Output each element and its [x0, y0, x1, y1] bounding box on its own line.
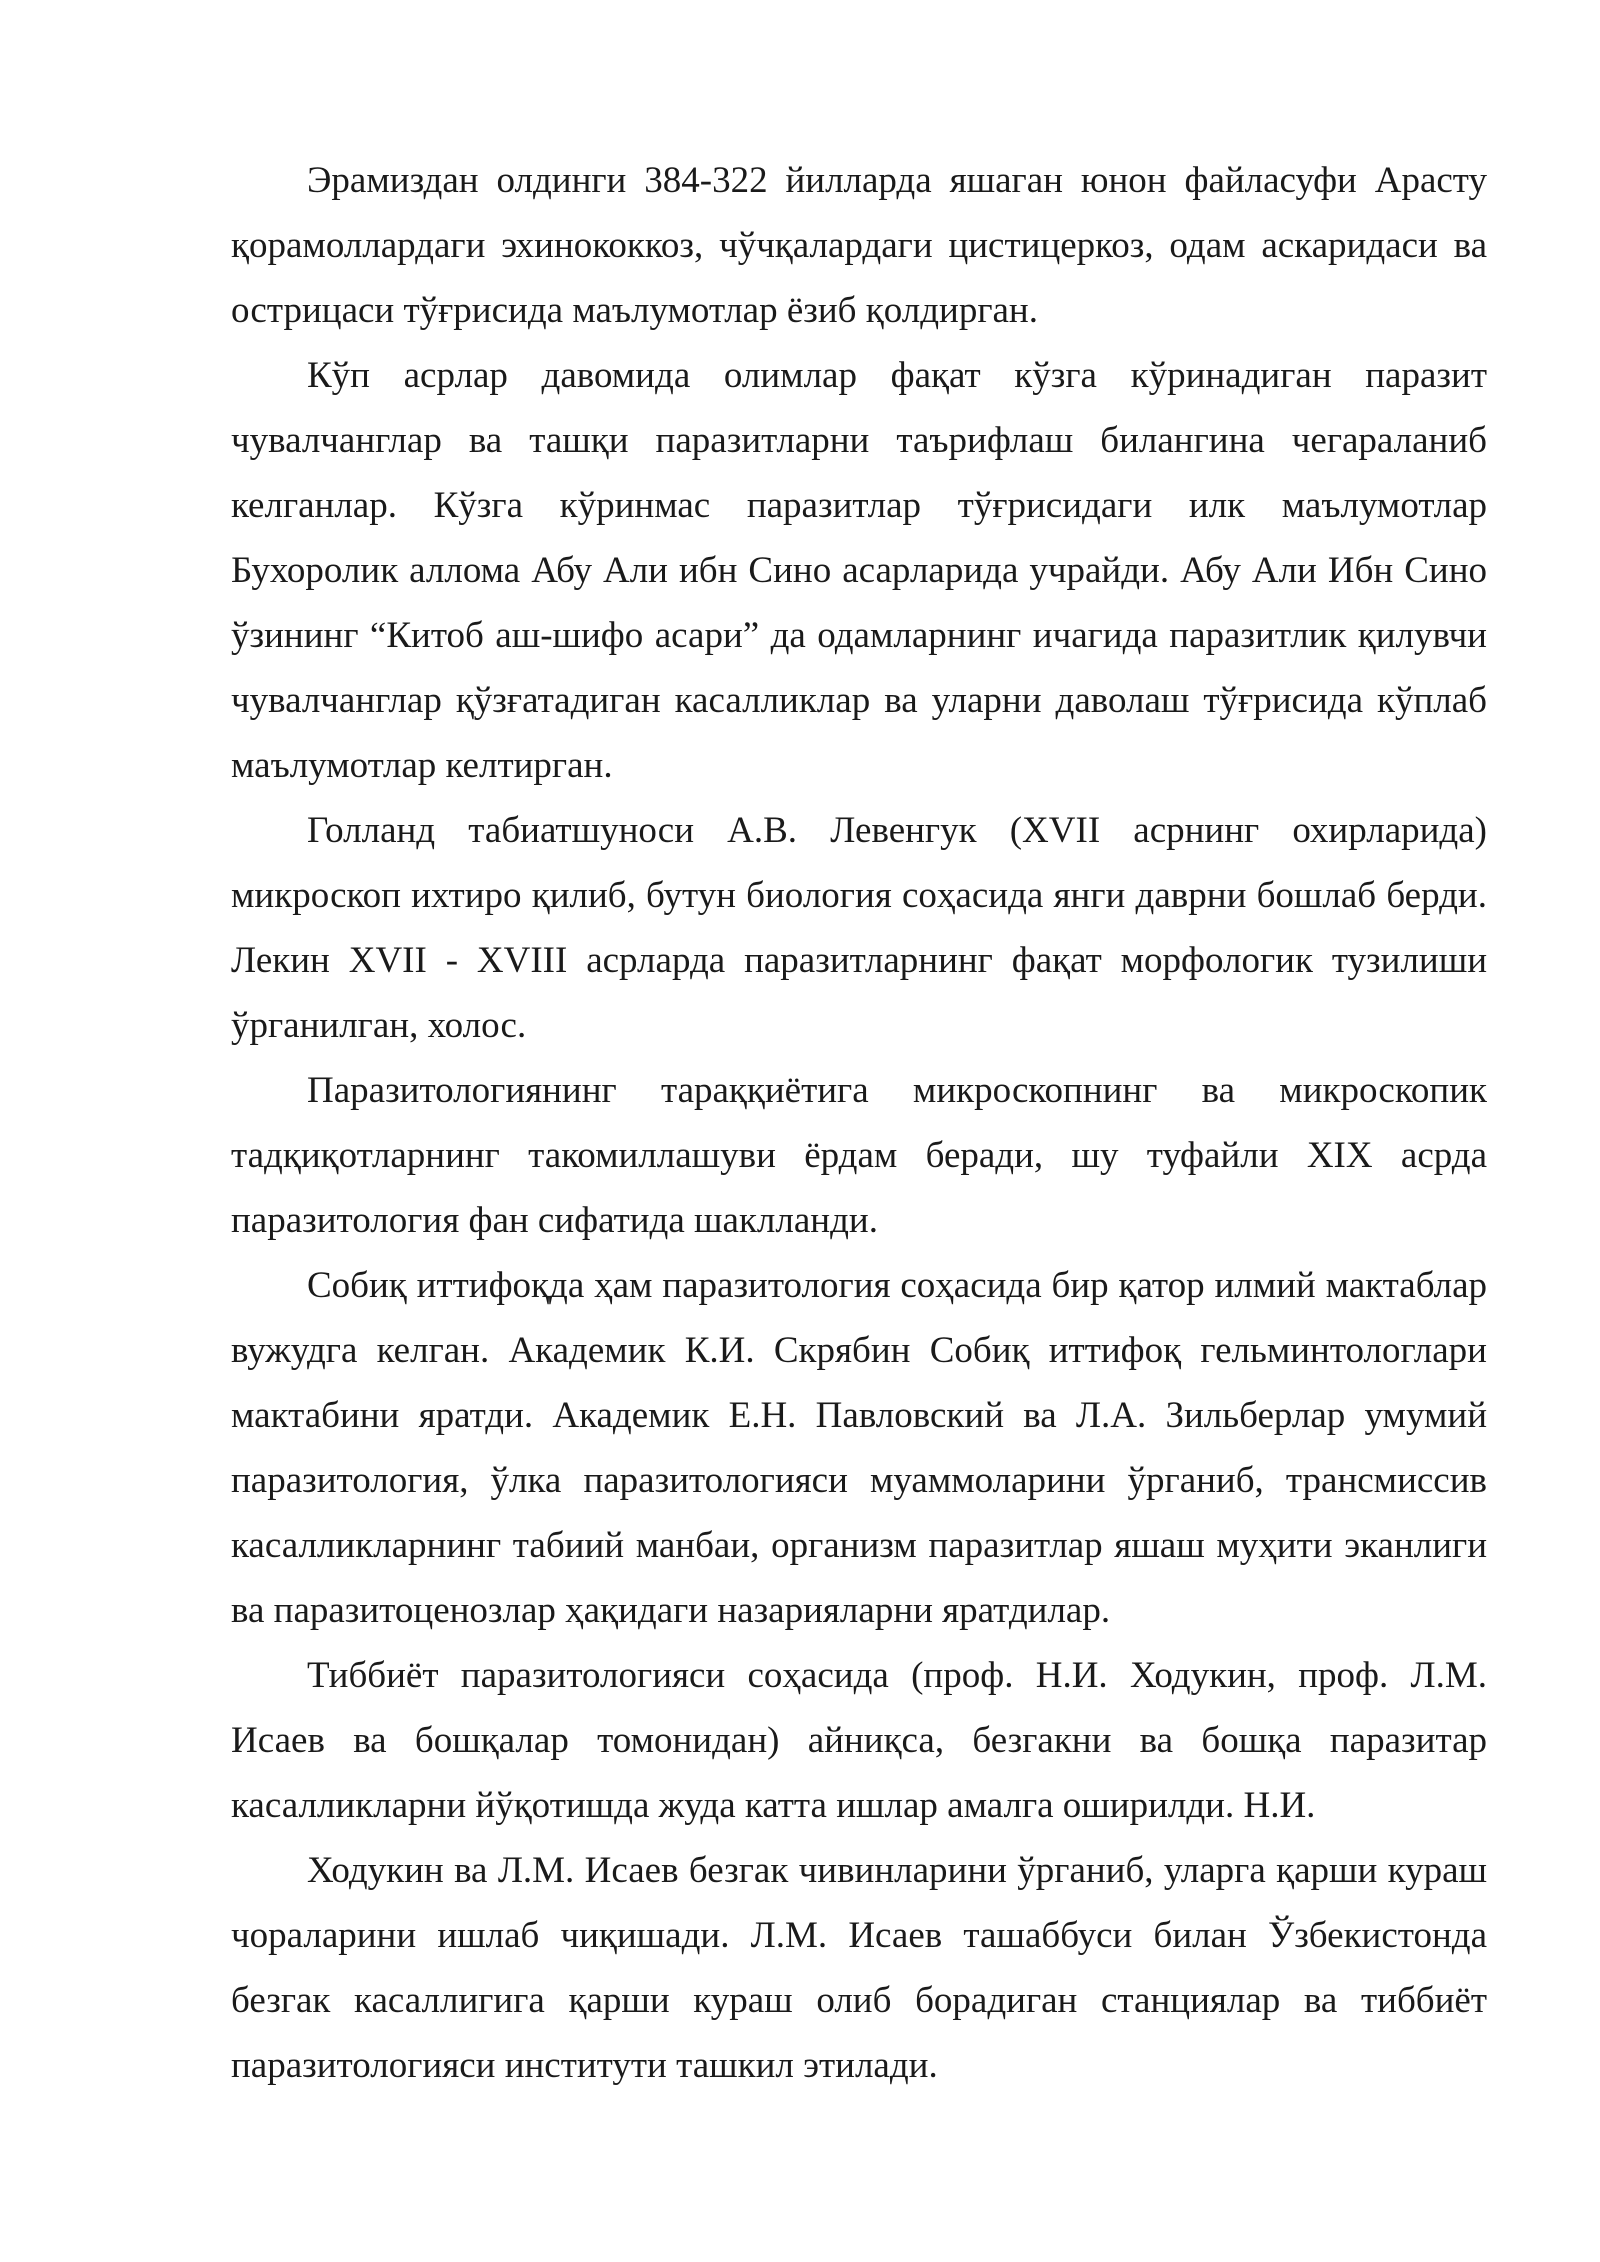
document-body	[231, 148, 1487, 2098]
paragraph-leeuwenhoek: Голланд табиатшуноси А.В. Левенгук (XVII асрнинг охирларида) микроскоп ихтиро қилиб, бутун биология соҳасида янги даврни бошлаб берди. Лекин XVII - XVIII асрларда паразитларнинг фақат морфологик тузилиши ўрганилган, холос.	[231, 810, 1487, 1046]
paragraph-malaria-stations: Ходукин ва Л.М. Исаев безгак чивинларини ўрганиб, уларга қарши кураш чораларини ишлаб чиқишади. Л.М. Исаев ташаббуси билан Ўзбекистонда безгак касаллигига қарши кураш олиб борадиган станциялар ва тиббиёт паразитологияси институти ташкил этилади.	[231, 1850, 1487, 2086]
paragraph-aristotle: Эрамиздан олдинги 384-322 йилларда яшаган юнон файласуфи Арасту қорамоллардаги эхинококкоз, чўчқалардаги цистицеркоз, одам аскаридаси ва острицаси тўғрисида маълумотлар ёзиб қолдирган.	[231, 160, 1487, 331]
paragraph-soviet-schools: Собиқ иттифоқда ҳам паразитология соҳасида бир қатор илмий мактаблар вужудга келган. Академик К.И. Скрябин Собиқ иттифоқ гельминтологлари мактабини яратди. Академик Е.Н. Павловский ва Л.А. Зильберлар умумий паразитология, ўлка паразитологияси муаммоларини ўрганиб, трансмиссив касалликларнинг табиий манбаи, организм паразитлар яшаш муҳити эканлиги ва паразитоценозлар ҳақидаги назарияларни яратдилар.	[231, 1265, 1487, 1631]
paragraph-microscopy: Паразитологиянинг тараққиётига микроскопнинг ва микроскопик тадқиқотларнинг такомиллашуви ёрдам беради, шу туфайли XIX асрда паразитология фан сифатида шаклланди.	[231, 1070, 1487, 1241]
paragraph-ibn-sino: Кўп асрлар давомида олимлар фақат кўзга кўринадиган паразит чувалчанглар ва ташқи паразитларни таърифлаш билангина чегараланиб келганлар. Кўзга кўринмас паразитлар тўғрисидаги илк маълумотлар Бухоролик аллома Абу Али ибн Сино асарларида учрайди. Абу Али Ибн Сино ўзининг “Китоб аш-шифо асари” да одамларнинг ичагида паразитлик қилувчи чувалчанглар қўзғатадиган касалликлар ва уларни даволаш тўғрисида кўплаб маълумотлар келтирган.	[231, 355, 1487, 786]
paragraph-medical-parasitology: Тиббиёт паразитологияси соҳасида (проф. Н.И. Ходукин, проф. Л.М. Исаев ва бошқалар томонидан) айниқса, безгакни ва бошқа паразитар касалликларни йўқотишда жуда катта ишлар амалга оширилди. Н.И.	[231, 1655, 1487, 1826]
